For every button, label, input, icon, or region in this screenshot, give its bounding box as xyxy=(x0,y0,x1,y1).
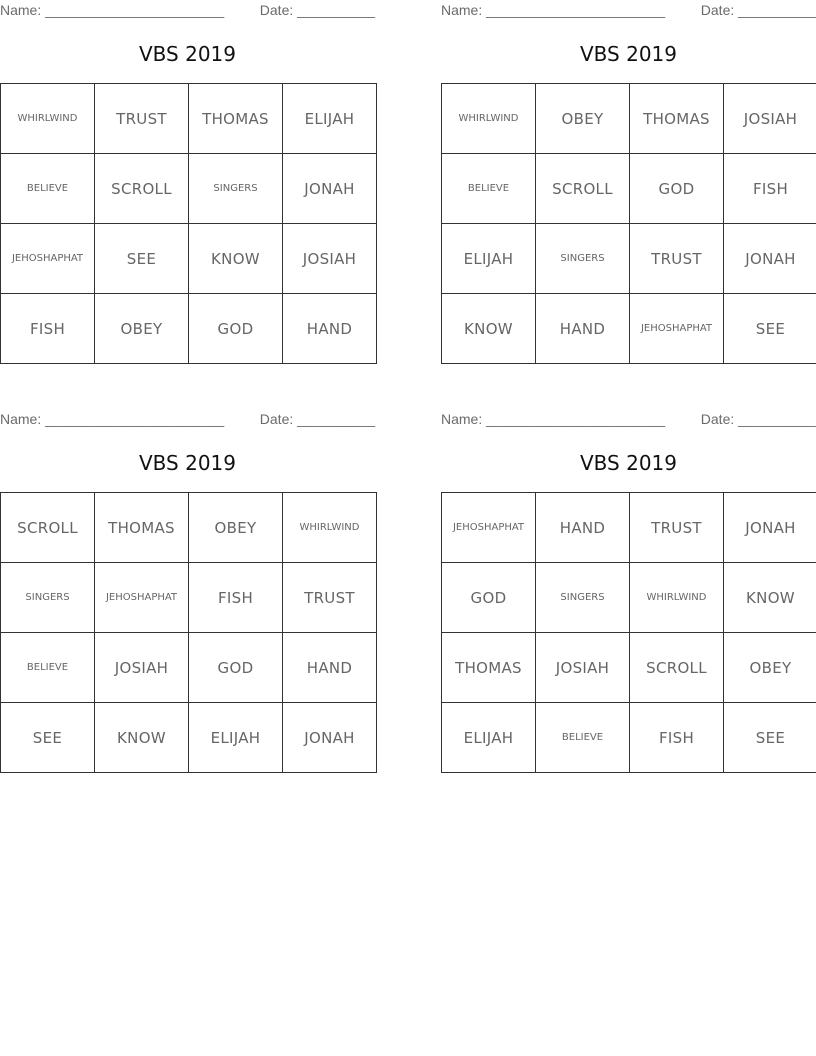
grid-cell: JOSIAH xyxy=(283,224,377,294)
grid-row xyxy=(1,84,377,154)
grid-cell: ELIJAH xyxy=(442,224,536,294)
grid-cell: WHIRLWIND xyxy=(283,493,377,563)
grid-row xyxy=(1,703,377,773)
grid-cell: OBEY xyxy=(724,633,816,703)
grid-cell: SCROLL xyxy=(536,154,630,224)
grid-cell: GOD xyxy=(189,294,283,364)
grid-cell: SEE xyxy=(724,294,816,364)
name-field: Name: _______________________ xyxy=(0,2,225,18)
date-field: Date: __________ xyxy=(700,2,816,18)
name-field: Name: _______________________ xyxy=(441,2,666,18)
bingo-card-4 xyxy=(441,409,816,774)
grid-cell: SEE xyxy=(95,224,189,294)
grid-row xyxy=(442,294,816,364)
grid-cell: JONAH xyxy=(724,493,816,563)
name-field: Name: _______________________ xyxy=(0,411,225,427)
grid-row xyxy=(442,633,816,703)
grid-cell: JEHOSHAPHAT xyxy=(442,493,536,563)
grid-row xyxy=(442,703,816,773)
grid-cell: JONAH xyxy=(283,154,377,224)
card-title: VBS 2019 xyxy=(138,451,236,475)
grid-cell: JONAH xyxy=(724,224,816,294)
grid-cell: FISH xyxy=(630,703,724,773)
grid-row xyxy=(1,224,377,294)
card-title: VBS 2019 xyxy=(138,42,236,66)
grid-row xyxy=(442,224,816,294)
grid-cell: FISH xyxy=(1,294,95,364)
date-field: Date: __________ xyxy=(259,411,375,427)
grid-cell: JONAH xyxy=(283,703,377,773)
grid-cell: JEHOSHAPHAT xyxy=(95,563,189,633)
card-header xyxy=(441,409,816,431)
grid-cell: ELIJAH xyxy=(442,703,536,773)
grid-row xyxy=(442,493,816,563)
grid-cell: JEHOSHAPHAT xyxy=(630,294,724,364)
card-header xyxy=(441,0,816,22)
name-field: Name: _______________________ xyxy=(441,411,666,427)
bingo-grid xyxy=(0,492,377,773)
grid-row xyxy=(1,294,377,364)
grid-cell: JEHOSHAPHAT xyxy=(1,224,95,294)
grid-cell: SCROLL xyxy=(1,493,95,563)
grid-cell: SEE xyxy=(724,703,816,773)
grid-cell: HAND xyxy=(536,294,630,364)
grid-cell: SCROLL xyxy=(95,154,189,224)
grid-cell: KNOW xyxy=(95,703,189,773)
grid-cell: FISH xyxy=(724,154,816,224)
bingo-grid xyxy=(0,83,377,364)
grid-cell: OBEY xyxy=(189,493,283,563)
grid-cell: OBEY xyxy=(536,84,630,154)
grid-cell: WHIRLWIND xyxy=(630,563,724,633)
grid-cell: JOSIAH xyxy=(95,633,189,703)
grid-cell: TRUST xyxy=(95,84,189,154)
grid-cell: THOMAS xyxy=(189,84,283,154)
card-header xyxy=(0,0,375,22)
grid-cell: THOMAS xyxy=(442,633,536,703)
grid-cell: FISH xyxy=(189,563,283,633)
card-title: VBS 2019 xyxy=(579,451,677,475)
bingo-grid xyxy=(441,492,816,773)
grid-row xyxy=(442,563,816,633)
grid-cell: SINGERS xyxy=(1,563,95,633)
grid-cell: SCROLL xyxy=(630,633,724,703)
grid-cell: SINGERS xyxy=(189,154,283,224)
grid-cell: BELIEVE xyxy=(1,633,95,703)
grid-cell: SINGERS xyxy=(536,563,630,633)
grid-cell: SINGERS xyxy=(536,224,630,294)
bingo-card-2 xyxy=(441,0,816,365)
grid-cell: TRUST xyxy=(283,563,377,633)
grid-cell: WHIRLWIND xyxy=(1,84,95,154)
grid-cell: TRUST xyxy=(630,493,724,563)
card-title: VBS 2019 xyxy=(579,42,677,66)
grid-row xyxy=(1,563,377,633)
grid-cell: THOMAS xyxy=(95,493,189,563)
grid-cell: BELIEVE xyxy=(442,154,536,224)
grid-row xyxy=(442,84,816,154)
grid-cell: GOD xyxy=(630,154,724,224)
grid-row xyxy=(1,493,377,563)
date-field: Date: __________ xyxy=(700,411,816,427)
grid-cell: SEE xyxy=(1,703,95,773)
grid-row xyxy=(442,154,816,224)
grid-cell: TRUST xyxy=(630,224,724,294)
grid-cell: HAND xyxy=(536,493,630,563)
grid-cell: KNOW xyxy=(724,563,816,633)
grid-row xyxy=(1,633,377,703)
grid-cell: WHIRLWIND xyxy=(442,84,536,154)
bingo-card-3 xyxy=(0,409,375,774)
grid-cell: JOSIAH xyxy=(724,84,816,154)
bingo-grid xyxy=(441,83,816,364)
grid-cell: BELIEVE xyxy=(1,154,95,224)
grid-cell: HAND xyxy=(283,294,377,364)
grid-cell: BELIEVE xyxy=(536,703,630,773)
card-header xyxy=(0,409,375,431)
grid-cell: OBEY xyxy=(95,294,189,364)
date-field: Date: __________ xyxy=(259,2,375,18)
grid-row xyxy=(1,154,377,224)
grid-cell: ELIJAH xyxy=(283,84,377,154)
grid-cell: ELIJAH xyxy=(189,703,283,773)
bingo-card-1 xyxy=(0,0,375,365)
grid-cell: GOD xyxy=(189,633,283,703)
grid-cell: JOSIAH xyxy=(536,633,630,703)
grid-cell: KNOW xyxy=(442,294,536,364)
grid-cell: GOD xyxy=(442,563,536,633)
grid-cell: THOMAS xyxy=(630,84,724,154)
grid-cell: HAND xyxy=(283,633,377,703)
grid-cell: KNOW xyxy=(189,224,283,294)
